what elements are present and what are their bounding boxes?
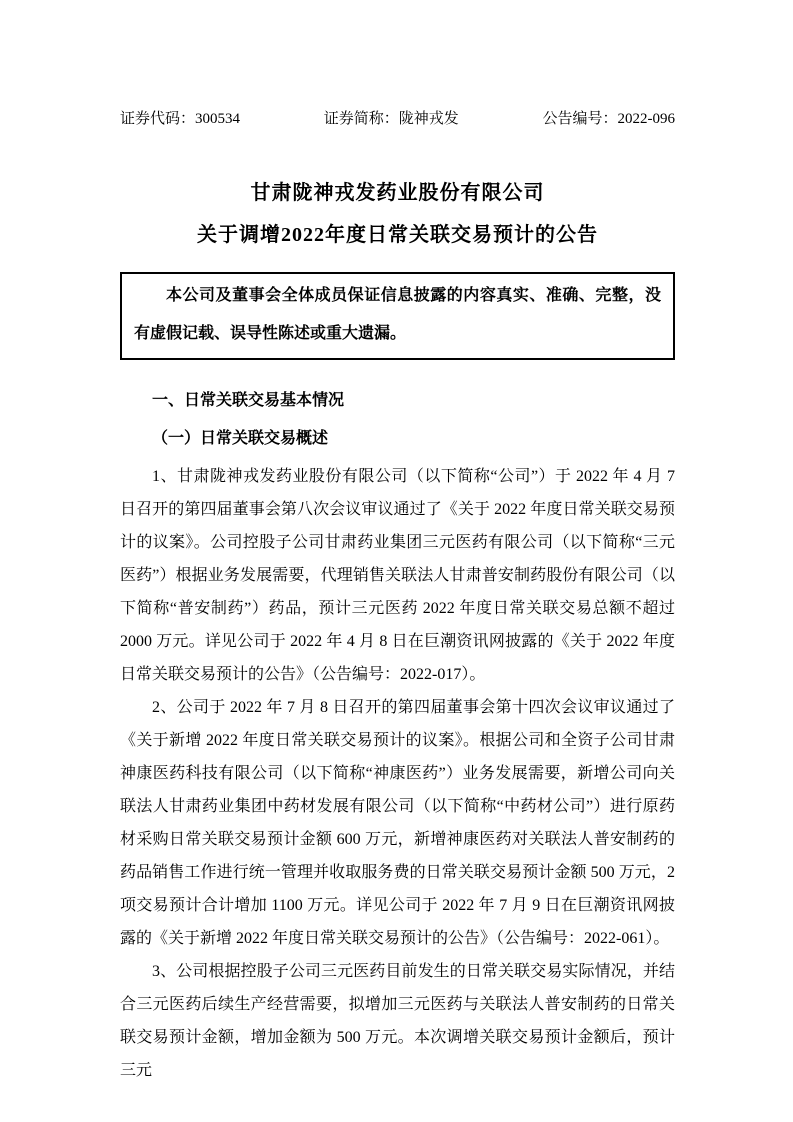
paragraph-3: 3、公司根据控股子公司三元医药目前发生的日常关联交易实际情况，并结合三元医药后续生产经营需要，拟增加三元医药与关联法人普安制药的日常关联交易预计金额，增加金额为 500 万元。本次调增关联交易预计金额后，预计三元 — [120, 963, 675, 1079]
security-code: 证券代码：300534 — [120, 111, 241, 127]
security-abbreviation: 证券简称：陇神戎发 — [323, 111, 459, 127]
paragraph-1: 1、甘肃陇神戎发药业股份有限公司（以下简称“公司”）于 2022 年 4 月 7 日召开的第四届董事会第八次会议审议通过了《关于 2022 年度日常关联交易预计的议案》。公司控股子公司甘肃药业集团三元医药有限公司（以下简称“三元医药”）根据业务发展需要，代理销售关联法人甘肃普安制药股份有限公司（以下简称“普安制药”）药品，预计三元医药 2022 年度日常关联交易总额不超过 2000 万元。详见公司于 2022 年 4 月 8 日在巨潮资讯网披露的《关于 2022 年度日常关联交易预计的公告》（公告编号：2022-017）。 — [120, 468, 675, 683]
company-name-title: 甘肃陇神戎发药业股份有限公司 — [250, 182, 545, 204]
announcement-title: 关于调增2022年度日常关联交易预计的公告 — [197, 224, 598, 246]
paragraph-2: 2、公司于 2022 年 7 月 8 日召开的第四届董事会第十四次会议审议通过了《关于新增 2022 年度日常关联交易预计的议案》。根据公司和全资子公司甘肃神康医药科技有限公司（以下简称“神康医药”）业务发展需要，新增公司向关联法人甘肃药业集团中药材发展有限公司（以下简称“中药材公司”）进行原药材采购日常关联交易预计金额 600 万元，新增神康医药对关联法人普安制药的药品销售工作进行统一管理并收取服务费的日常关联交易预计金额 500 万元，2 项交易预计合计增加 1100 万元。详见公司于 2022 年 7 月 9 日在巨潮资讯网披露的《关于新增 2022 年度日常关联交易预计的公告》（公告编号：2022-061）。 — [120, 699, 675, 947]
subsection-heading-overview: （一）日常关联交易概述 — [152, 430, 329, 447]
disclosure-statement-box — [120, 272, 675, 360]
section-heading-basic-info: 一、日常关联交易基本情况 — [152, 392, 345, 409]
announcement-number: 公告编号：2022-096 — [542, 111, 675, 127]
title-block — [120, 172, 675, 256]
document-header — [120, 108, 675, 130]
disclosure-statement-text: 本公司及董事会全体成员保证信息披露的内容真实、准确、完整，没有虚假记载、误导性陈述或重大遗漏。 — [134, 287, 661, 342]
